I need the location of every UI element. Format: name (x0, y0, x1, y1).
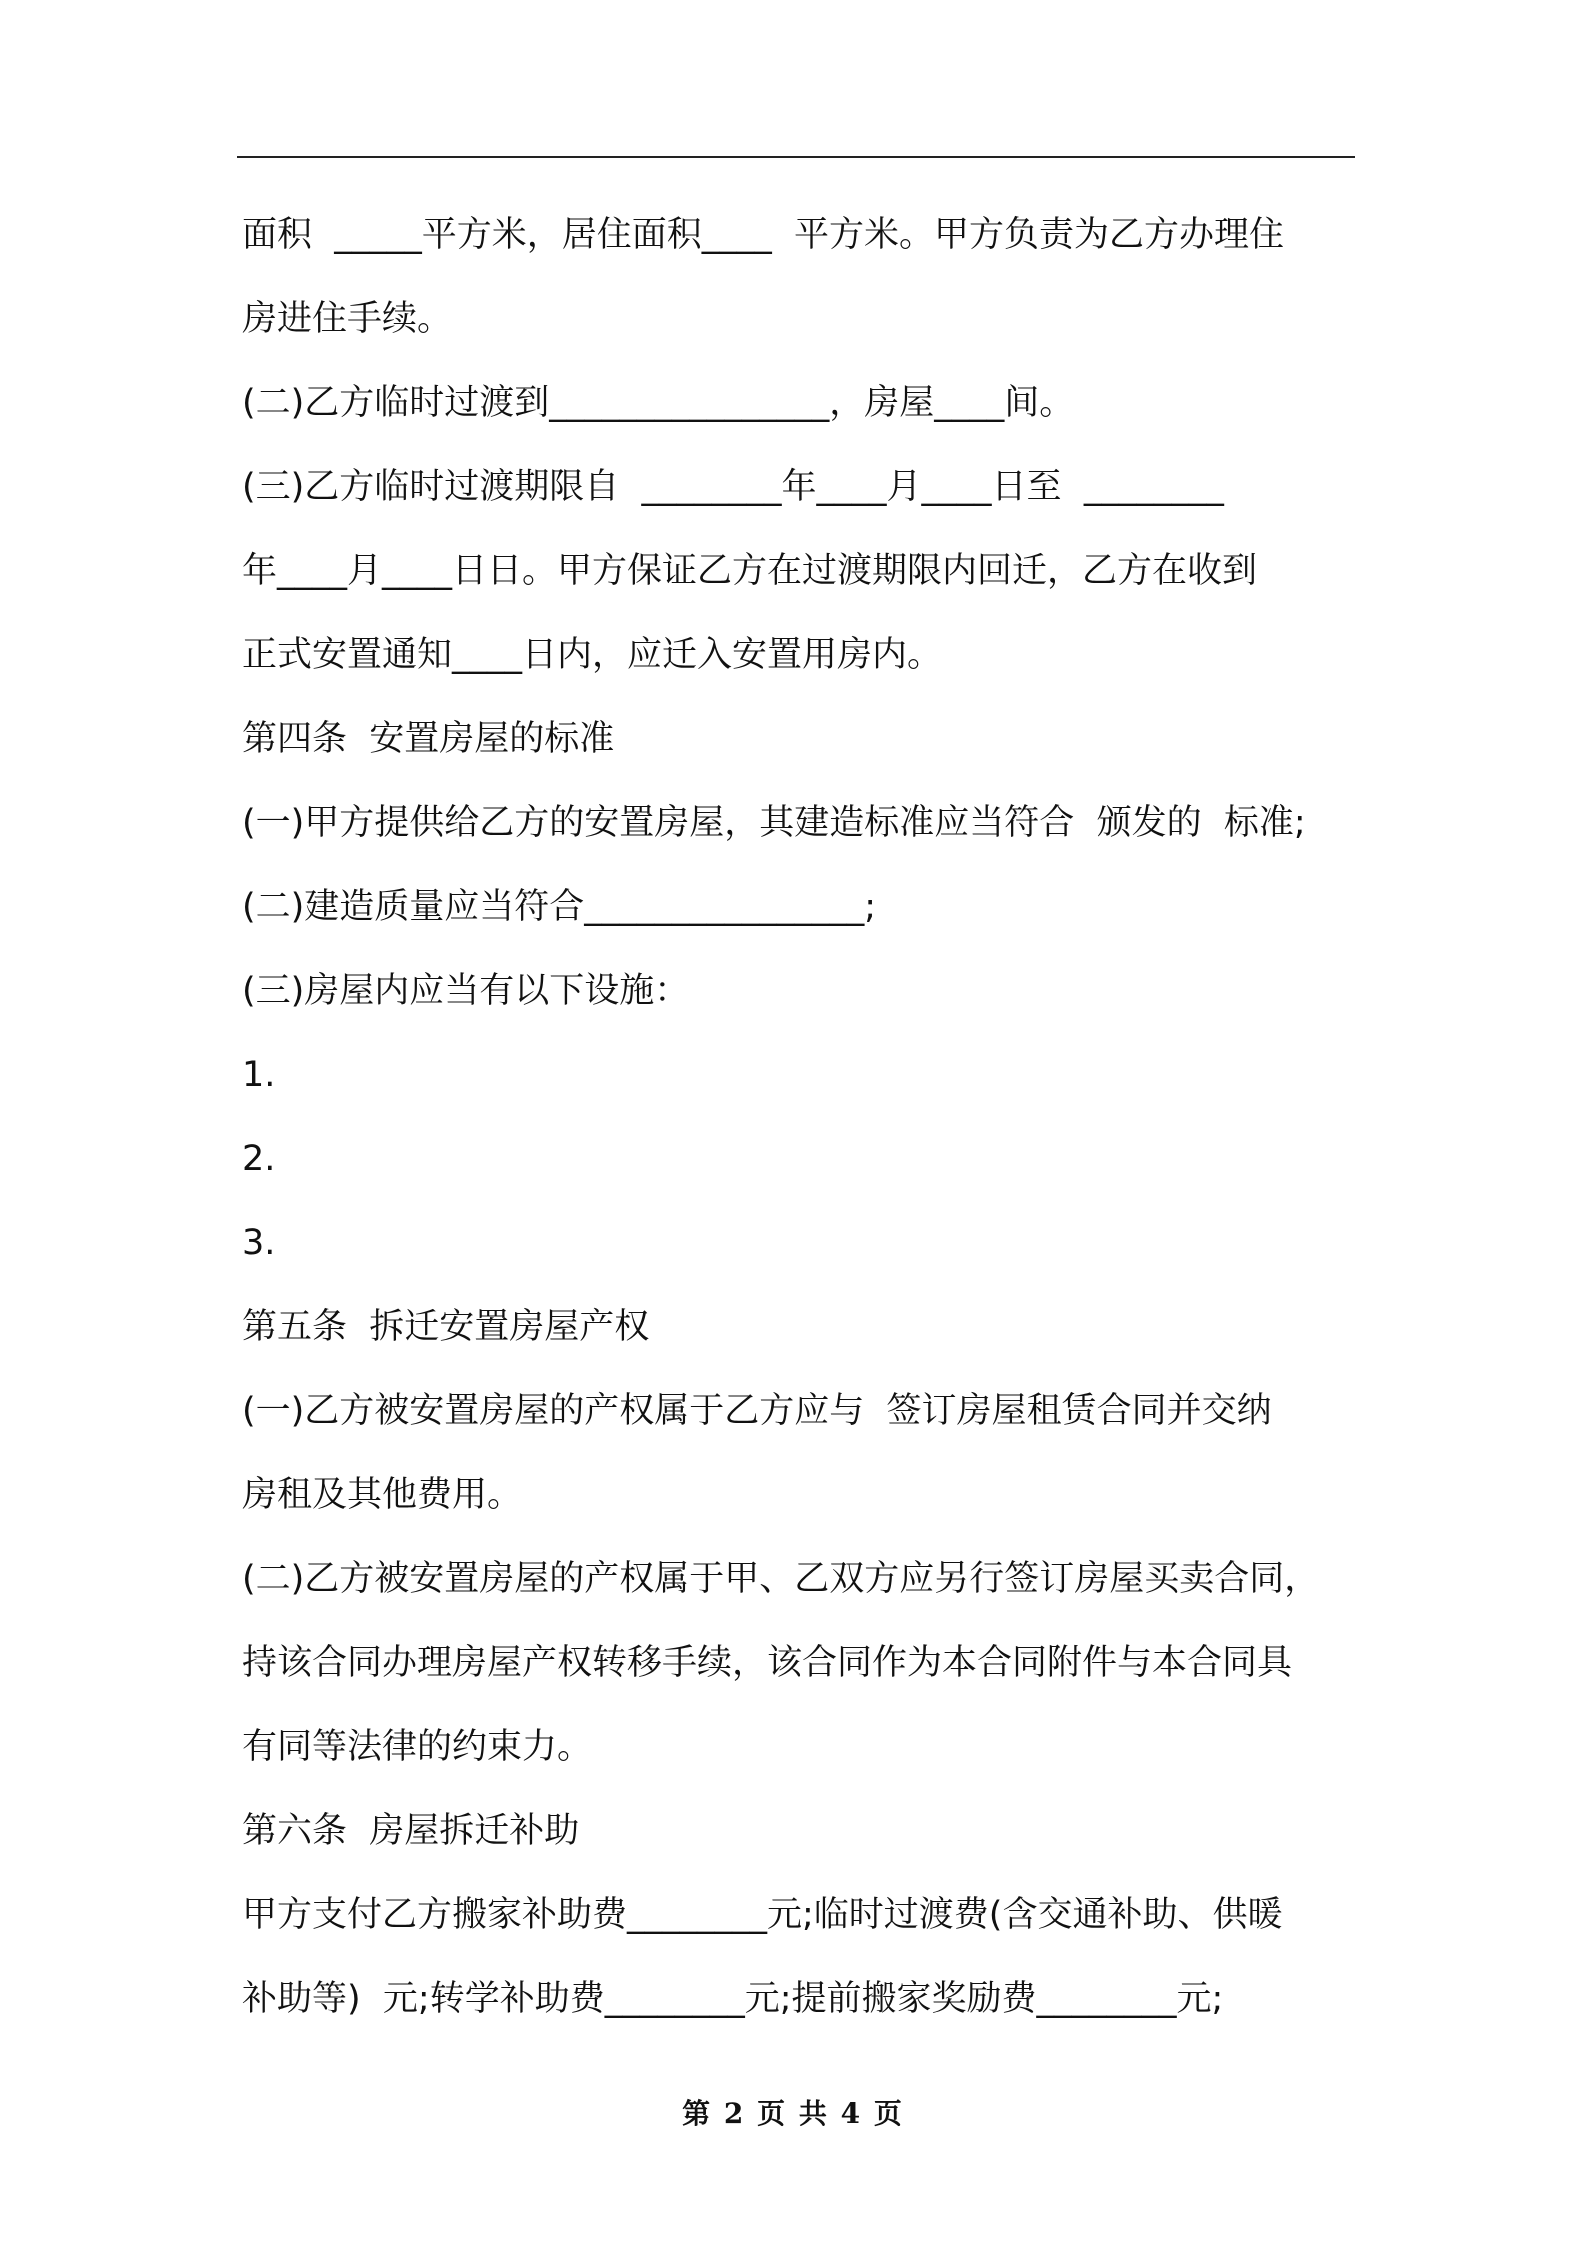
facility-item-3: 3. (242, 1223, 276, 1263)
text-line-transition-period-end: 年____月____日日。甲方保证乙方在过渡期限内回迁，乙方在收到 (242, 551, 1258, 591)
text-line-legal-effect: 有同等法律的约束力。 (242, 1727, 593, 1767)
text-line-other-subsidies: 补助等) 元;转学补助费________元;提前搬家奖励费________元; (242, 1979, 1224, 2019)
text-line-move-in-notice: 正式安置通知____日内，应迁入安置用房内。 (242, 635, 943, 675)
text-line-area-sizes: 面积 _____平方米，居住面积____ 平方米。甲方负责为乙方办理住 (242, 215, 1285, 255)
facility-item-1: 1. (242, 1055, 276, 1095)
text-line-transfer-procedures: 持该合同办理房屋产权转移手续，该合同作为本合同附件与本合同具 (242, 1643, 1293, 1683)
header-divider (237, 156, 1355, 158)
article-4-heading: 第四条 安置房屋的标准 (242, 719, 615, 759)
document-body (242, 193, 1357, 2041)
article-5-heading: 第五条 拆迁安置房屋产权 (242, 1307, 650, 1347)
article-6-heading: 第六条 房屋拆迁补助 (242, 1811, 580, 1851)
text-line-property-rights-lease: (一)乙方被安置房屋的产权属于乙方应与 签订房屋租赁合同并交纳 (242, 1391, 1272, 1431)
text-line-move-in-procedures: 房进住手续。 (242, 299, 453, 339)
text-line-temporary-transition-location: (二)乙方临时过渡到________________，房屋____间。 (242, 383, 1075, 423)
text-line-construction-standard: (一)甲方提供给乙方的安置房屋，其建造标准应当符合 颁发的 标准; (242, 803, 1306, 843)
text-line-moving-subsidy: 甲方支付乙方搬家补助费________元;临时过渡费(含交通补助、供暖 (242, 1895, 1283, 1935)
text-line-transition-period-start: (三)乙方临时过渡期限自 ________年____月____日至 ________ (242, 467, 1224, 507)
text-line-construction-quality: (二)建造质量应当符合________________; (242, 887, 877, 927)
text-line-rent-fees: 房租及其他费用。 (242, 1475, 523, 1515)
page-number-footer: 第 2 页 共 4 页 (682, 2097, 904, 2130)
text-line-facilities-intro: (三)房屋内应当有以下设施： (242, 971, 690, 1011)
text-line-property-rights-sale: (二)乙方被安置房屋的产权属于甲、乙双方应另行签订房屋买卖合同， (242, 1559, 1320, 1599)
facility-item-2: 2. (242, 1139, 276, 1179)
